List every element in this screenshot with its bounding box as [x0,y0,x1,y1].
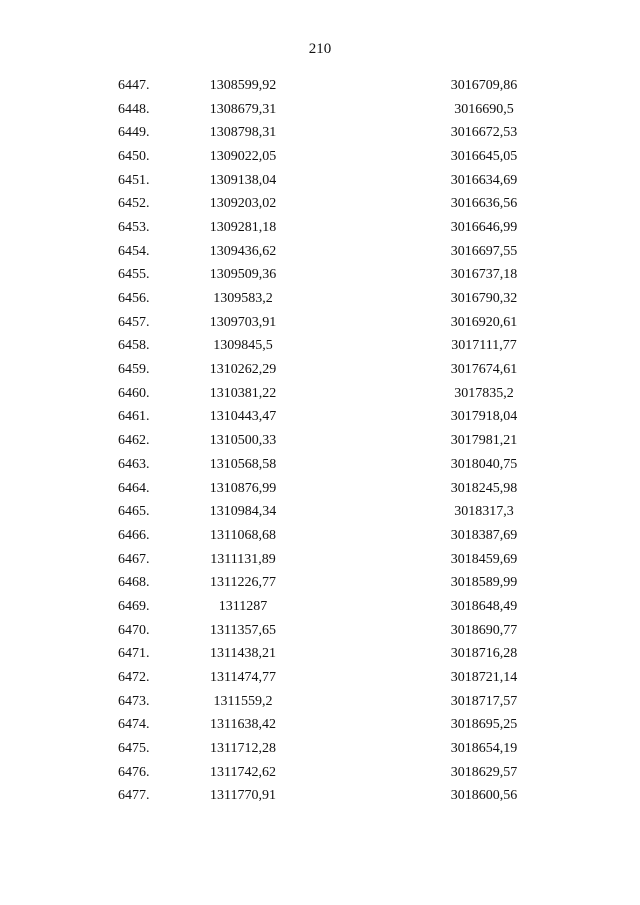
table-row [0,335,640,359]
coordinate-y: 3017981,21 [450,433,518,449]
table-row [0,98,640,122]
coordinate-y: 3016737,18 [450,267,518,283]
table-row [0,169,640,193]
coordinate-y: 3016709,86 [450,77,518,93]
coordinate-y: 3018387,69 [450,527,518,543]
coordinate-y: 3017835,2 [454,385,514,401]
point-number: 6460. [118,385,150,401]
point-number: 6475. [118,741,150,757]
point-number: 6466. [118,527,150,543]
point-number: 6452. [118,196,150,212]
table-row [0,571,640,595]
coordinate-y: 3017111,77 [451,338,517,354]
point-number: 6449. [118,125,150,141]
point-number: 6451. [118,172,150,188]
point-number: 6463. [118,456,150,472]
point-number: 6455. [118,267,150,283]
table-row [0,524,640,548]
coordinate-y: 3016690,5 [454,101,514,117]
table-row [0,287,640,311]
point-number: 6447. [118,77,150,93]
table-row [0,264,640,288]
coordinate-y: 3018695,25 [450,717,518,733]
point-number: 6458. [118,338,150,354]
point-number: 6457. [118,314,150,330]
coordinate-x: 1308798,31 [209,125,277,141]
coordinate-x: 1311131,89 [210,551,276,567]
table-row [0,216,640,240]
coordinate-x: 1311474,77 [210,670,276,686]
table-row [0,690,640,714]
table-row [0,406,640,430]
coordinate-x: 1309436,62 [209,243,277,259]
point-number: 6448. [118,101,150,117]
point-number: 6450. [118,148,150,164]
coordinate-y: 3018716,28 [450,646,518,662]
table-row [0,714,640,738]
point-number: 6472. [118,670,150,686]
coordinate-x: 1310984,34 [209,504,277,520]
coordinate-x: 1310500,33 [209,433,277,449]
coordinate-y: 3018721,14 [450,670,518,686]
table-row [0,311,640,335]
coordinate-y: 3016790,32 [450,291,518,307]
point-number: 6467. [118,551,150,567]
point-number: 6456. [118,291,150,307]
coordinate-x: 1310568,58 [209,456,277,472]
table-row [0,429,640,453]
point-number: 6462. [118,433,150,449]
coordinate-x: 1308679,31 [209,101,277,117]
point-number: 6454. [118,243,150,259]
table-row [0,121,640,145]
coordinate-y: 3018245,98 [450,480,518,496]
coordinate-x: 1311712,28 [210,741,276,757]
table-row [0,240,640,264]
table-row [0,595,640,619]
point-number: 6459. [118,362,150,378]
table-row [0,737,640,761]
coordinate-x: 1309845,5 [213,338,273,354]
coordinate-y: 3016646,99 [450,219,518,235]
table-row [0,761,640,785]
point-number: 6468. [118,575,150,591]
point-number: 6470. [118,622,150,638]
point-number: 6474. [118,717,150,733]
coordinate-x: 1311638,42 [210,717,276,733]
table-row [0,500,640,524]
coordinate-x: 1310381,22 [209,385,277,401]
coordinate-y: 3017674,61 [450,362,518,378]
coordinate-x: 1308599,92 [209,77,277,93]
coordinates-table-body [0,74,640,808]
page-number: 210 [308,41,332,57]
coordinate-y: 3018589,99 [450,575,518,591]
coordinate-y: 3018717,57 [450,693,518,709]
coordinate-x: 1311287 [218,598,268,614]
point-number: 6473. [118,693,150,709]
coordinate-x: 1311226,77 [210,575,276,591]
point-number: 6465. [118,504,150,520]
coordinate-y: 3016697,55 [450,243,518,259]
coordinate-y: 3018690,77 [450,622,518,638]
table-row [0,477,640,501]
point-number: 6471. [118,646,150,662]
table-row [0,453,640,477]
coordinate-y: 3018629,57 [450,764,518,780]
table-row [0,358,640,382]
coordinate-y: 3017918,04 [450,409,518,425]
table-row [0,619,640,643]
point-number: 6469. [118,598,150,614]
table-row [0,192,640,216]
coordinate-y: 3018459,69 [450,551,518,567]
coordinate-x: 1309138,04 [209,172,277,188]
point-number: 6461. [118,409,150,425]
coordinate-x: 1309022,05 [209,148,277,164]
coordinates-table [0,74,640,808]
coordinate-y: 3018040,75 [450,456,518,472]
table-row [0,74,640,98]
coordinate-x: 1311559,2 [213,693,273,709]
table-row [0,666,640,690]
coordinate-x: 1311438,21 [210,646,276,662]
coordinate-x: 1311770,91 [210,788,276,804]
table-row [0,643,640,667]
coordinate-y: 3016920,61 [450,314,518,330]
coordinate-y: 3018317,3 [454,504,514,520]
coordinate-x: 1309583,2 [213,291,273,307]
point-number: 6476. [118,764,150,780]
coordinate-y: 3016645,05 [450,148,518,164]
coordinate-x: 1310443,47 [209,409,277,425]
table-row [0,785,640,809]
coordinate-x: 1311742,62 [210,764,276,780]
point-number: 6477. [118,788,150,804]
table-row [0,382,640,406]
coordinate-y: 3018648,49 [450,598,518,614]
coordinate-x: 1309703,91 [209,314,277,330]
coordinate-x: 1311357,65 [210,622,276,638]
coordinate-x: 1309281,18 [209,219,277,235]
table-row [0,548,640,572]
coordinate-x: 1311068,68 [210,527,276,543]
point-number: 6453. [118,219,150,235]
coordinate-x: 1310262,29 [209,362,277,378]
coordinate-y: 3018600,56 [450,788,518,804]
coordinate-y: 3016634,69 [450,172,518,188]
coordinate-y: 3018654,19 [450,741,518,757]
coordinate-x: 1310876,99 [209,480,277,496]
coordinate-y: 3016672,53 [450,125,518,141]
coordinate-x: 1309509,36 [209,267,277,283]
point-number: 6464. [118,480,150,496]
coordinate-y: 3016636,56 [450,196,518,212]
coordinate-x: 1309203,02 [209,196,277,212]
table-row [0,145,640,169]
